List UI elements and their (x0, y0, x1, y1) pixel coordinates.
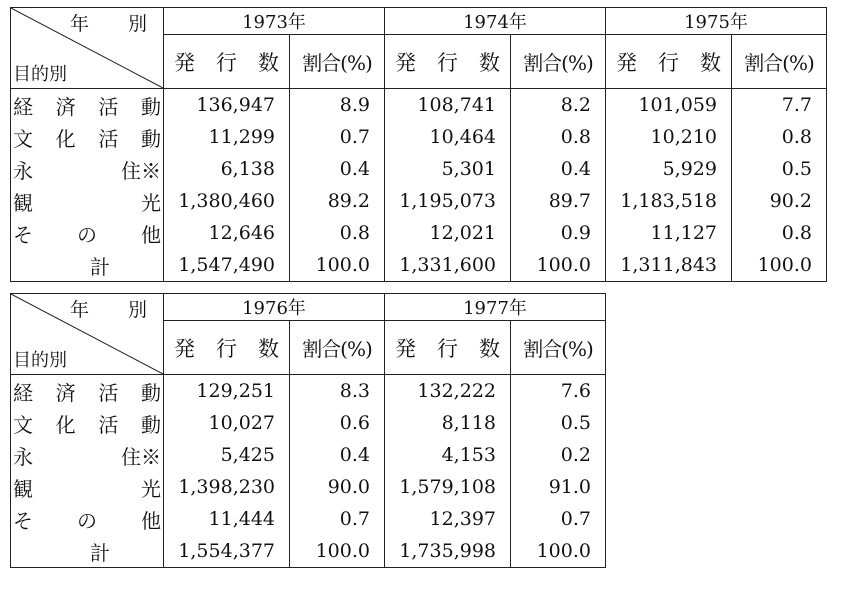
issued-count-header: 発 行 数 (164, 321, 290, 375)
ratio-cell: 0.8 (290, 217, 385, 249)
ratio-cell: 8.2 (511, 89, 606, 122)
table-row (11, 89, 827, 122)
issued-count-cell: 1,380,460 (164, 185, 290, 217)
ratio-cell: 89.7 (511, 185, 606, 217)
table-row (11, 471, 606, 503)
ratio-cell: 0.2 (511, 439, 606, 471)
issued-count-cell: 11,444 (164, 503, 290, 535)
ratio-cell: 8.9 (290, 89, 385, 122)
row-label-economic: 経 済 活 動 (11, 375, 164, 408)
issued-count-cell: 129,251 (164, 375, 290, 408)
ratio-cell: 90.0 (290, 471, 385, 503)
issued-count-header: 発 行 数 (606, 35, 732, 89)
issued-count-cell: 11,299 (164, 121, 290, 153)
ratio-cell: 0.6 (290, 407, 385, 439)
ratio-cell: 0.7 (290, 121, 385, 153)
row-label-total: 計 (11, 535, 164, 568)
row-label-total: 計 (11, 249, 164, 282)
ratio-cell: 100.0 (732, 249, 827, 282)
issued-count-cell: 1,554,377 (164, 535, 290, 568)
ratio-header: 割合(%) (290, 321, 385, 375)
issued-count-cell: 1,183,518 (606, 185, 732, 217)
ratio-cell: 8.3 (290, 375, 385, 408)
issued-count-cell: 6,138 (164, 153, 290, 185)
year-header: 1974年 (385, 8, 606, 35)
year-header: 1977年 (385, 294, 606, 321)
ratio-cell: 100.0 (290, 249, 385, 282)
ratio-cell: 100.0 (511, 535, 606, 568)
visa-table-1973-1975 (10, 7, 827, 282)
issued-count-cell: 132,222 (385, 375, 511, 408)
ratio-cell: 100.0 (290, 535, 385, 568)
ratio-cell: 90.2 (732, 185, 827, 217)
row-label-tourism: 観 光 (11, 185, 164, 217)
ratio-cell: 7.7 (732, 89, 827, 122)
header-corner-cell (11, 8, 164, 89)
ratio-header: 割合(%) (511, 321, 606, 375)
year-header: 1973年 (164, 8, 385, 35)
issued-count-cell: 1,195,073 (385, 185, 511, 217)
issued-count-cell: 5,425 (164, 439, 290, 471)
table-row (11, 185, 827, 217)
row-label-permanent: 永 住※ (11, 439, 164, 471)
table-row (11, 407, 606, 439)
year-axis-label: 年 別 (69, 299, 157, 321)
ratio-cell: 7.6 (511, 375, 606, 408)
table-row-total (11, 249, 827, 282)
issued-count-cell: 5,301 (385, 153, 511, 185)
ratio-cell: 0.5 (511, 407, 606, 439)
ratio-cell: 89.2 (290, 185, 385, 217)
ratio-cell: 0.4 (290, 153, 385, 185)
header-corner-cell (11, 294, 164, 375)
issued-count-cell: 1,579,108 (385, 471, 511, 503)
table-row-total (11, 535, 606, 568)
ratio-cell: 0.4 (511, 153, 606, 185)
row-label-economic: 経 済 活 動 (11, 89, 164, 122)
issued-count-cell: 12,646 (164, 217, 290, 249)
ratio-cell: 0.5 (732, 153, 827, 185)
row-label-other: そ の 他 (11, 217, 164, 249)
ratio-cell: 0.8 (511, 121, 606, 153)
table-row (11, 153, 827, 185)
ratio-cell: 100.0 (511, 249, 606, 282)
issued-count-cell: 12,021 (385, 217, 511, 249)
visa-table-1976-1977 (10, 293, 606, 568)
issued-count-cell: 4,153 (385, 439, 511, 471)
issued-count-cell: 11,127 (606, 217, 732, 249)
issued-count-cell: 10,027 (164, 407, 290, 439)
ratio-cell: 91.0 (511, 471, 606, 503)
issued-count-cell: 101,059 (606, 89, 732, 122)
issued-count-cell: 5,929 (606, 153, 732, 185)
issued-count-cell: 1,547,490 (164, 249, 290, 282)
issued-count-header: 発 行 数 (385, 321, 511, 375)
table-row (11, 121, 827, 153)
issued-count-header: 発 行 数 (385, 35, 511, 89)
year-axis-label: 年 別 (69, 13, 157, 35)
ratio-header: 割合(%) (732, 35, 827, 89)
issued-count-cell: 8,118 (385, 407, 511, 439)
table-row (11, 503, 606, 535)
purpose-axis-label: 目的別 (13, 64, 67, 85)
ratio-header: 割合(%) (511, 35, 606, 89)
issued-count-cell: 12,397 (385, 503, 511, 535)
row-label-permanent: 永 住※ (11, 153, 164, 185)
ratio-cell: 0.8 (732, 217, 827, 249)
ratio-cell: 0.7 (290, 503, 385, 535)
issued-count-cell: 1,398,230 (164, 471, 290, 503)
table-row (11, 439, 606, 471)
table-row (11, 217, 827, 249)
table-row (11, 375, 606, 408)
issued-count-cell: 1,735,998 (385, 535, 511, 568)
ratio-cell: 0.9 (511, 217, 606, 249)
row-label-cultural: 文 化 活 動 (11, 407, 164, 439)
issued-count-cell: 10,464 (385, 121, 511, 153)
row-label-cultural: 文 化 活 動 (11, 121, 164, 153)
ratio-header: 割合(%) (290, 35, 385, 89)
row-label-tourism: 観 光 (11, 471, 164, 503)
issued-count-header: 発 行 数 (164, 35, 290, 89)
issued-count-cell: 1,311,843 (606, 249, 732, 282)
ratio-cell: 0.4 (290, 439, 385, 471)
purpose-axis-label: 目的別 (13, 350, 67, 371)
year-header: 1975年 (606, 8, 827, 35)
issued-count-cell: 108,741 (385, 89, 511, 122)
ratio-cell: 0.7 (511, 503, 606, 535)
issued-count-cell: 1,331,600 (385, 249, 511, 282)
row-label-other: そ の 他 (11, 503, 164, 535)
issued-count-cell: 136,947 (164, 89, 290, 122)
year-header: 1976年 (164, 294, 385, 321)
issued-count-cell: 10,210 (606, 121, 732, 153)
ratio-cell: 0.8 (732, 121, 827, 153)
